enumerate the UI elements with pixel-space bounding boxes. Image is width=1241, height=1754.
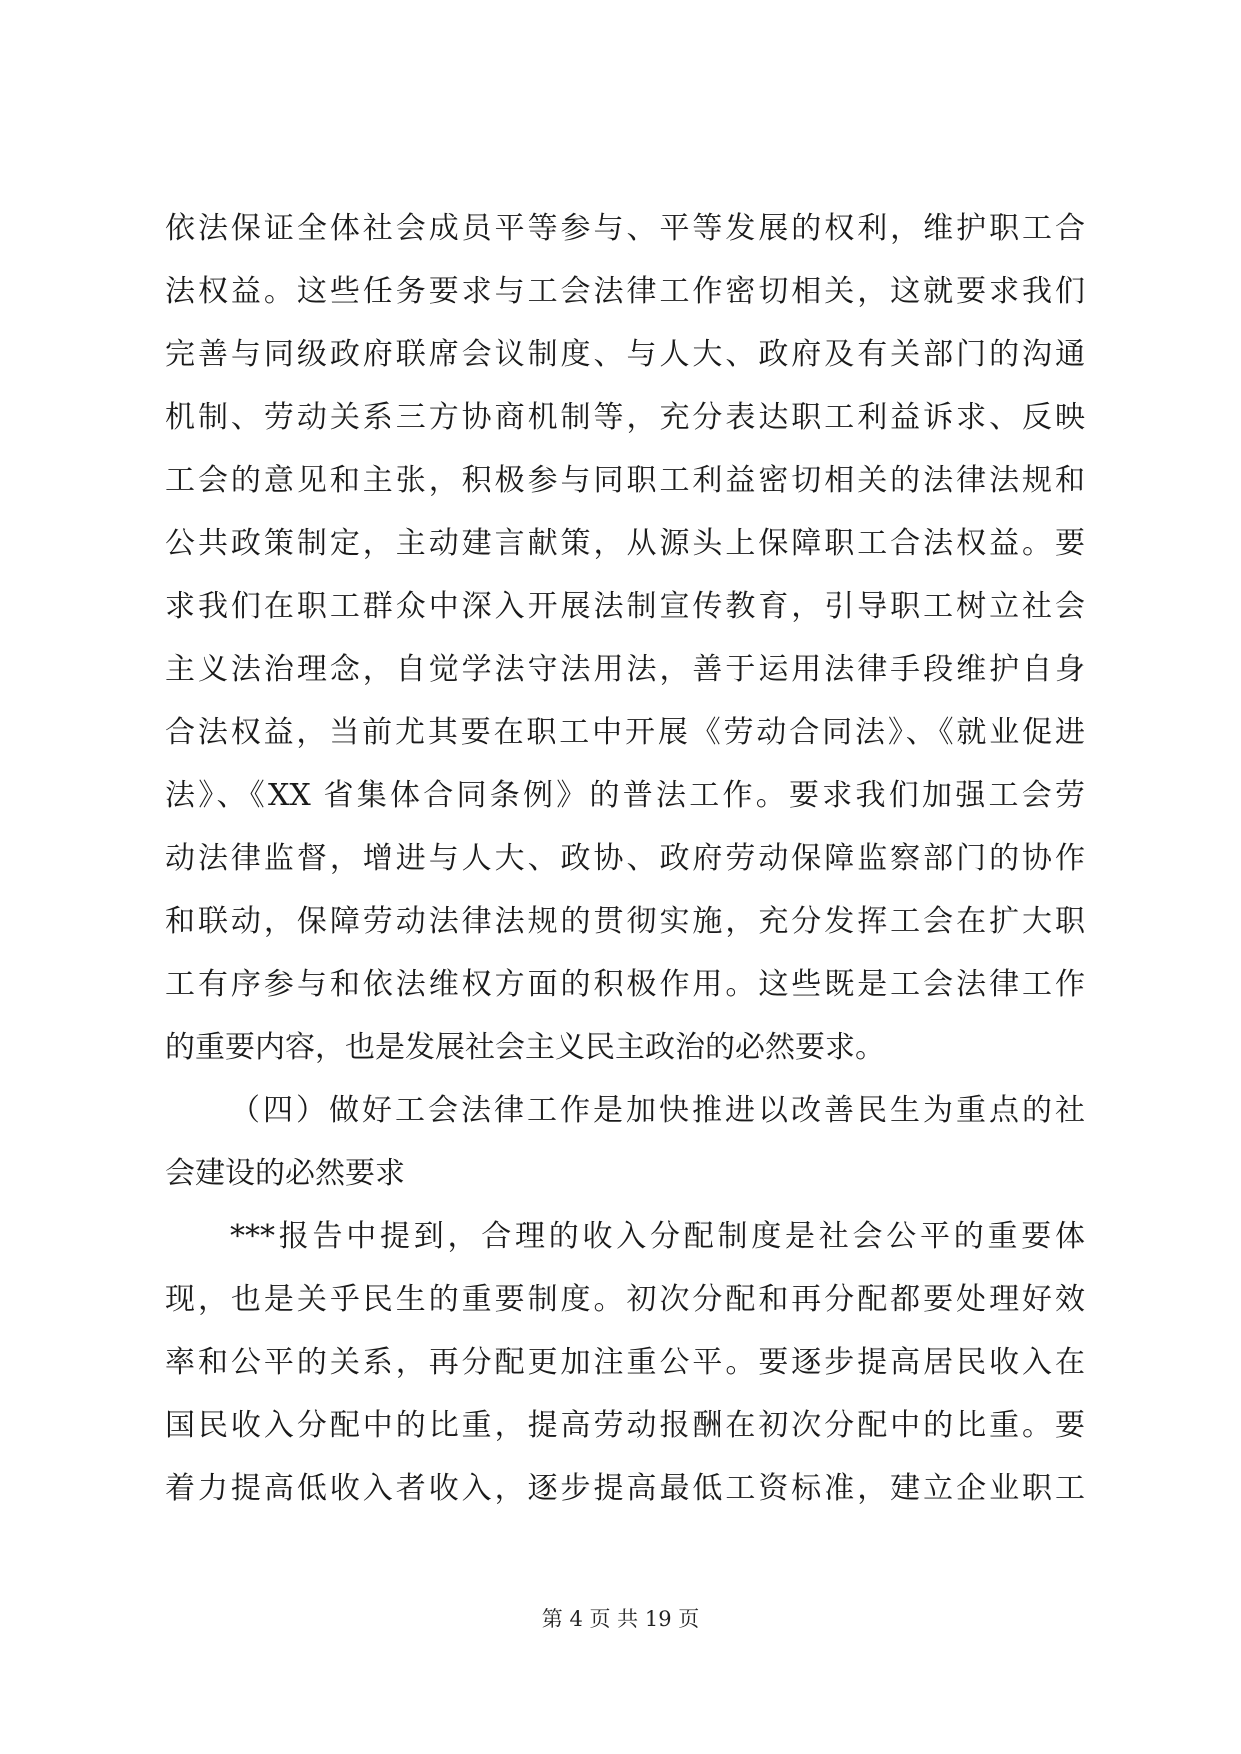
section-heading: 会建设的必然要求 [165,1156,405,1191]
body-line: 法》、《XX 省集体合同条例》的普法工作。要求我们加强工会劳 [165,778,1085,813]
body-line: 依法保证全体社会成员平等参与、平等发展的权利，维护职工合 [165,211,1085,246]
section-heading: （四）做好工会法律工作是加快推进以改善民生为重点的社 [230,1093,1085,1128]
body-line: 合法权益，当前尤其要在职工中开展《劳动合同法》、《就业促进 [165,715,1085,750]
body-line: 机制、劳动关系三方协商机制等，充分表达职工利益诉求、反映 [165,400,1085,435]
body-line: 求我们在职工群众中深入开展法制宣传教育，引导职工树立社会 [165,589,1085,624]
body-line: 完善与同级政府联席会议制度、与人大、政府及有关部门的沟通 [165,337,1085,372]
body-line: 主义法治理念，自觉学法守法用法，善于运用法律手段维护自身 [165,652,1085,687]
body-line: 和联动，保障劳动法律法规的贯彻实施，充分发挥工会在扩大职 [165,904,1085,939]
body-line: 工会的意见和主张，积极参与同职工利益密切相关的法律法规和 [165,463,1085,498]
body-line: 率和公平的关系，再分配更加注重公平。要逐步提高居民收入在 [165,1345,1085,1380]
body-line: 着力提高低收入者收入，逐步提高最低工资标准，建立企业职工 [165,1471,1085,1506]
page-number: 第 4 页 共 19 页 [541,1607,700,1631]
body-line: 公共政策制定，主动建言献策，从源头上保障职工合法权益。要 [165,526,1085,561]
body-line: ***报告中提到，合理的收入分配制度是社会公平的重要体 [230,1219,1085,1254]
body-line: 的重要内容，也是发展社会主义民主政治的必然要求。 [165,1030,885,1065]
body-line: 国民收入分配中的比重，提高劳动报酬在初次分配中的比重。要 [165,1408,1085,1443]
body-line: 动法律监督，增进与人大、政协、政府劳动保障监察部门的协作 [165,841,1085,876]
body-line: 法权益。这些任务要求与工会法律工作密切相关，这就要求我们 [165,274,1085,309]
body-line: 工有序参与和依法维权方面的积极作用。这些既是工会法律工作 [165,967,1085,1002]
body-line: 现，也是关乎民生的重要制度。初次分配和再分配都要处理好效 [165,1282,1085,1317]
